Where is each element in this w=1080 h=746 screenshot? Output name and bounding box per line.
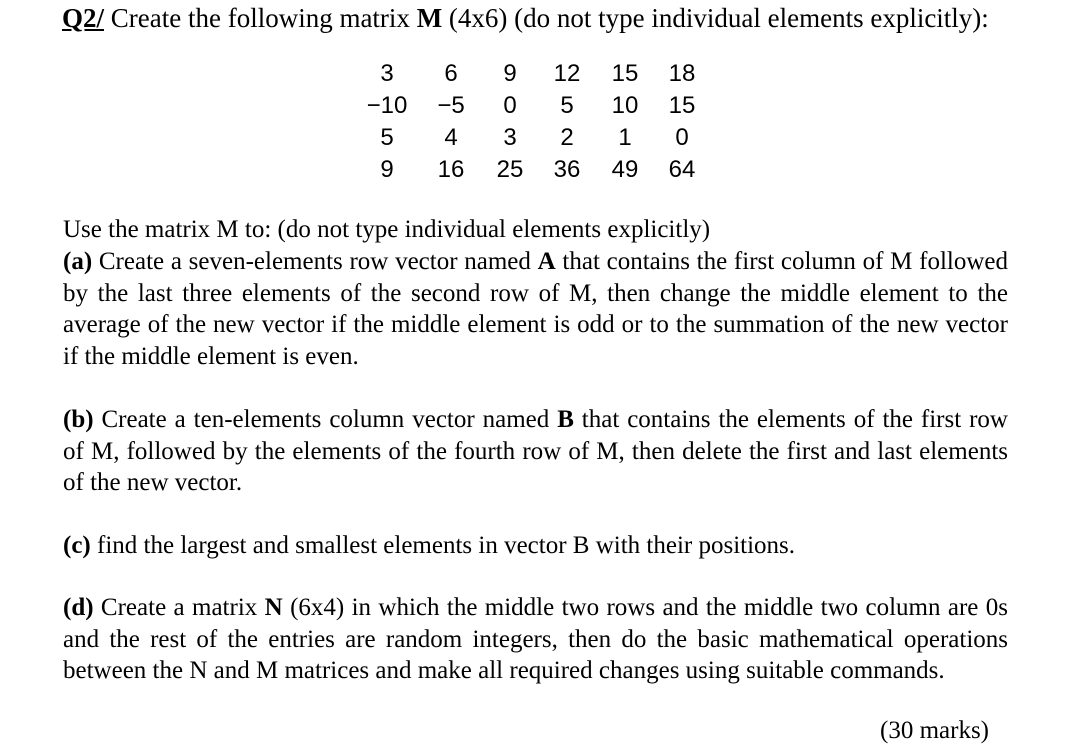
matrix-cell: 18 [668,60,696,87]
matrix-cell: 15 [668,92,696,119]
matrix-cell: 49 [611,156,639,183]
matrix-cell: −10 [366,92,408,119]
part-a-label: (a) [63,248,93,275]
part-c-paragraph [63,530,1008,562]
matrix-cell: 4 [444,124,458,151]
part-a-paragraph [63,246,1008,372]
matrix-cell: 5 [560,92,574,119]
marks-label: (30 marks) [880,717,989,744]
part-b-paragraph [63,404,1008,499]
matrix-cell: 2 [560,124,574,151]
matrix-cell: 0 [675,124,689,151]
matrix-row [355,58,711,90]
matrix-cell: 6 [444,60,458,87]
matrix-cell: −5 [437,92,465,119]
part-c-text: find the largest and smallest elements in vector B with their positions. [90,532,796,559]
part-d-label: (d) [63,594,94,621]
vector-a-name: A [537,248,556,275]
question-title-text: Create the following matrix [104,3,417,33]
matrix-cell: 10 [611,92,639,119]
question-number: Q2/ [62,3,105,33]
part-d-text-end: (6x4) in which the middle two rows and the middle two column are 0s and the rest of the entries are random integers, then do the basic mathematical operations between the N and M matrices and make all required changes using suitable commands. [63,594,1008,684]
part-c-label: (c) [63,532,91,559]
matrix-cell: 5 [380,124,394,151]
matrix-name: M [416,3,443,33]
part-a-text: Create a seven-elements row vector named [92,248,538,275]
part-d-paragraph [63,592,1008,687]
matrix-cell: 36 [553,156,581,183]
part-b-text-end: that contains the elements of the first row of M, followed by the elements of the fourth row of M, then delete the first and last elements of the new vector. [63,406,1008,496]
question-title-text-end: (4x6) (do not type individual elements explicitly): [442,3,989,33]
matrix-cell: 9 [380,156,394,183]
matrix-cell: 3 [380,60,394,87]
vector-b-name: B [557,406,574,433]
matrix-cell: 16 [437,156,465,183]
matrix-cell: 25 [496,156,524,183]
matrix-cell: 12 [553,60,581,87]
matrix-m [355,58,711,186]
matrix-n-name: N [264,594,283,621]
part-a-text-end: that contains the first column of M followed by the last three elements of the second row of M, then change the middle element to the average of the new vector if the middle element is odd or to the summation of the new vector if the middle element is even. [63,248,1008,370]
matrix-cell: 0 [503,92,517,119]
question-title [62,2,989,34]
matrix-row [355,90,711,122]
part-b-label: (b) [63,406,94,433]
instructions-intro: Use the matrix M to: (do not type individual elements explicitly) [63,216,711,243]
matrix-cell: 15 [611,60,639,87]
part-d-text: Create a matrix [93,594,265,621]
part-b-text: Create a ten-elements column vector named [93,406,558,433]
matrix-cell: 3 [503,124,517,151]
matrix-row [355,122,711,154]
matrix-row [355,154,711,186]
matrix-cell: 64 [668,156,696,183]
matrix-cell: 1 [618,124,632,151]
matrix-cell: 9 [503,60,517,87]
